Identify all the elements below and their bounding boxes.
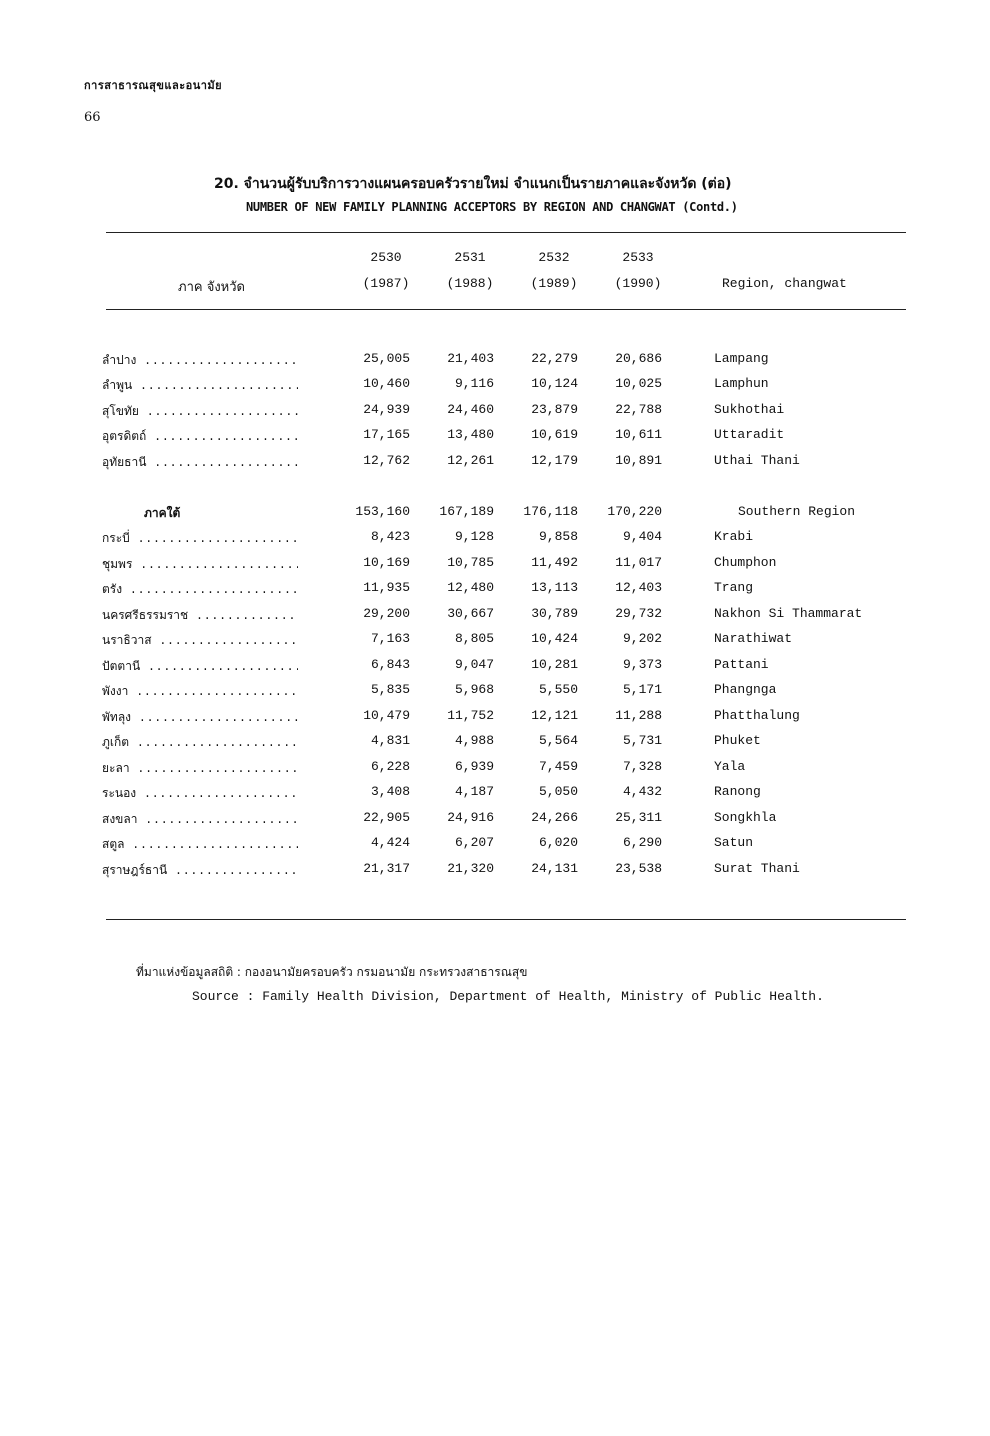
header-year-1988: (1988) xyxy=(446,276,494,291)
value-1988: 8,805 xyxy=(454,631,494,646)
value-1989: 24,266 xyxy=(531,810,578,825)
changwat-english: Satun xyxy=(714,835,754,850)
value-1988: 30,667 xyxy=(447,606,494,621)
value-1988: 10,785 xyxy=(447,555,494,570)
table-row xyxy=(0,657,990,681)
source-note-thai: ที่มาแห่งข้อมูลสถิติ : กองอนามัยครอบครัว กรมอนามัย กระทรวงสาธารณสุข xyxy=(136,965,528,979)
value-1990: 5,171 xyxy=(622,682,662,697)
value-1987: 4,831 xyxy=(370,733,410,748)
changwat-english: Lampang xyxy=(714,351,769,366)
value-1990: 20,686 xyxy=(615,351,662,366)
value-1989: 6,020 xyxy=(538,835,578,850)
value-1989: 30,789 xyxy=(531,606,578,621)
changwat-english: Songkhla xyxy=(714,810,777,825)
value-1990: 25,311 xyxy=(615,810,662,825)
value-1989: 12,121 xyxy=(531,708,578,723)
header-year-1989: (1989) xyxy=(530,276,578,291)
value-1990: 6,290 xyxy=(622,835,662,850)
value-1990: 5,731 xyxy=(622,733,662,748)
value-1990: 4,432 xyxy=(622,784,662,799)
changwat-thai: นครศรีธรรมราช ..... xyxy=(102,606,298,625)
value-1988: 11,752 xyxy=(447,708,494,723)
changwat-english: Phuket xyxy=(714,733,761,748)
value-1989: 12,179 xyxy=(531,453,578,468)
value-1989: 5,564 xyxy=(538,733,578,748)
value-1988: 6,939 xyxy=(454,759,494,774)
table-row xyxy=(0,708,990,732)
value-1989: 5,550 xyxy=(538,682,578,697)
changwat-english: Lamphun xyxy=(714,376,769,391)
header-region-english: Region, changwat xyxy=(722,276,847,291)
changwat-thai: ระนอง ..... xyxy=(102,784,298,803)
changwat-english: Sukhothai xyxy=(714,402,785,417)
value-1988: 9,047 xyxy=(454,657,494,672)
header-year-2530: 2530 xyxy=(370,250,402,265)
table-row xyxy=(0,555,990,579)
changwat-thai: อุตรดิตถ์ ..... xyxy=(102,427,298,446)
value-1987: 17,165 xyxy=(363,427,410,442)
value-1987: 8,423 xyxy=(370,529,410,544)
table-title-thai: 20. จำนวนผู้รับบริการวางแผนครอบครัวรายใหม่ จำแนกเป็นรายภาคและจังหวัด (ต่อ) xyxy=(214,176,732,192)
value-1990: 11,288 xyxy=(615,708,662,723)
value-1987: 10,460 xyxy=(363,376,410,391)
value-1990: 22,788 xyxy=(615,402,662,417)
value-1988: 12,261 xyxy=(447,453,494,468)
value-1987: 11,935 xyxy=(363,580,410,595)
header-year-1987: (1987) xyxy=(362,276,410,291)
changwat-thai: พัทลุง ..... xyxy=(102,708,298,727)
table-row-region-total xyxy=(0,504,990,528)
value-1990: 11,017 xyxy=(615,555,662,570)
value-1987: 3,408 xyxy=(370,784,410,799)
value-1987: 10,479 xyxy=(363,708,410,723)
table-row xyxy=(0,682,990,706)
value-1987: 22,905 xyxy=(363,810,410,825)
value-1990: 23,538 xyxy=(615,861,662,876)
changwat-english: Narathiwat xyxy=(714,631,793,646)
value-1987: 4,424 xyxy=(370,835,410,850)
value-1988: 9,128 xyxy=(454,529,494,544)
value-1989: 176,118 xyxy=(523,504,578,519)
changwat-english: Phatthalung xyxy=(714,708,800,723)
value-1987: 7,163 xyxy=(370,631,410,646)
changwat-thai: พังงา ..... xyxy=(102,682,298,701)
header-year-2533: 2533 xyxy=(622,250,654,265)
changwat-thai: ยะลา ..... xyxy=(102,759,298,778)
value-1987: 29,200 xyxy=(363,606,410,621)
value-1988: 24,916 xyxy=(447,810,494,825)
changwat-thai: ลำปาง ..... xyxy=(102,351,298,370)
value-1990: 29,732 xyxy=(615,606,662,621)
table-row xyxy=(0,453,990,477)
value-1990: 9,202 xyxy=(622,631,662,646)
value-1988: 21,403 xyxy=(447,351,494,366)
header-region-thai: ภาค จังหวัด xyxy=(178,280,245,295)
table-header-rule xyxy=(106,309,906,310)
value-1990: 7,328 xyxy=(622,759,662,774)
value-1989: 10,124 xyxy=(531,376,578,391)
table-row xyxy=(0,631,990,655)
value-1989: 22,279 xyxy=(531,351,578,366)
value-1990: 9,373 xyxy=(622,657,662,672)
value-1990: 10,025 xyxy=(615,376,662,391)
value-1988: 12,480 xyxy=(447,580,494,595)
table-row xyxy=(0,529,990,553)
value-1989: 5,050 xyxy=(538,784,578,799)
header-year-2532: 2532 xyxy=(538,250,570,265)
changwat-english: Yala xyxy=(714,759,746,774)
value-1990: 10,891 xyxy=(615,453,662,468)
changwat-thai: สงขลา ..... xyxy=(102,810,298,829)
value-1988: 6,207 xyxy=(454,835,494,850)
changwat-thai: สุราษฎร์ธานี ..... xyxy=(102,861,298,880)
value-1987: 21,317 xyxy=(363,861,410,876)
table-row xyxy=(0,733,990,757)
value-1989: 24,131 xyxy=(531,861,578,876)
value-1988: 167,189 xyxy=(439,504,494,519)
value-1989: 9,858 xyxy=(538,529,578,544)
value-1987: 5,835 xyxy=(370,682,410,697)
value-1989: 10,619 xyxy=(531,427,578,442)
table-title-english: NUMBER OF NEW FAMILY PLANNING ACCEPTORS BY REGION AND CHANGWAT (Contd.) xyxy=(246,200,738,214)
value-1988: 21,320 xyxy=(447,861,494,876)
value-1988: 9,116 xyxy=(454,376,494,391)
changwat-english: Uttaradit xyxy=(714,427,785,442)
value-1989: 13,113 xyxy=(531,580,578,595)
value-1990: 9,404 xyxy=(622,529,662,544)
changwat-english: Ranong xyxy=(714,784,761,799)
value-1989: 7,459 xyxy=(538,759,578,774)
table-row xyxy=(0,810,990,834)
changwat-thai: ปัตตานี ..... xyxy=(102,657,298,676)
value-1989: 10,424 xyxy=(531,631,578,646)
changwat-english: Chumphon xyxy=(714,555,777,570)
table-bottom-rule xyxy=(106,919,906,920)
value-1990: 10,611 xyxy=(615,427,662,442)
value-1988: 4,187 xyxy=(454,784,494,799)
changwat-thai: ชุมพร ..... xyxy=(102,555,298,574)
table-top-rule xyxy=(106,232,906,233)
page-number: 66 xyxy=(84,110,101,125)
changwat-english: Krabi xyxy=(714,529,754,544)
value-1988: 5,968 xyxy=(454,682,494,697)
value-1988: 24,460 xyxy=(447,402,494,417)
value-1987: 24,939 xyxy=(363,402,410,417)
running-head: การสาธารณสุขและอนามัย xyxy=(84,79,223,92)
region-english: Southern Region xyxy=(738,504,856,519)
changwat-english: Uthai Thani xyxy=(714,453,800,468)
value-1987: 10,169 xyxy=(363,555,410,570)
table-row xyxy=(0,835,990,859)
value-1990: 170,220 xyxy=(607,504,662,519)
changwat-english: Surat Thani xyxy=(714,861,800,876)
value-1989: 10,281 xyxy=(531,657,578,672)
value-1987: 25,005 xyxy=(363,351,410,366)
table-row xyxy=(0,861,990,885)
table-row xyxy=(0,580,990,604)
table-row xyxy=(0,427,990,451)
value-1989: 23,879 xyxy=(531,402,578,417)
table-row xyxy=(0,402,990,426)
table-row xyxy=(0,606,990,630)
changwat-thai: สุโขทัย ..... xyxy=(102,402,298,421)
changwat-thai: อุทัยธานี ..... xyxy=(102,453,298,472)
changwat-thai: สตูล ..... xyxy=(102,835,298,854)
changwat-english: Pattani xyxy=(714,657,769,672)
header-year-2531: 2531 xyxy=(454,250,486,265)
table-row xyxy=(0,759,990,783)
value-1987: 6,228 xyxy=(370,759,410,774)
table-row xyxy=(0,376,990,400)
header-year-1990: (1990) xyxy=(614,276,662,291)
changwat-thai: ภูเก็ต ..... xyxy=(102,733,298,752)
changwat-thai: กระบี่ ..... xyxy=(102,529,298,548)
changwat-thai: นราธิวาส ..... xyxy=(102,631,298,650)
value-1990: 12,403 xyxy=(615,580,662,595)
table-row xyxy=(0,351,990,375)
value-1989: 11,492 xyxy=(531,555,578,570)
value-1987: 12,762 xyxy=(363,453,410,468)
changwat-thai: ตรัง ..... xyxy=(102,580,298,599)
changwat-thai: ลำพูน ..... xyxy=(102,376,298,395)
table-row xyxy=(0,784,990,808)
changwat-english: Trang xyxy=(714,580,754,595)
source-note-english: Source : Family Health Division, Department of Health, Ministry of Public Health. xyxy=(192,989,824,1004)
changwat-english: Phangnga xyxy=(714,682,777,697)
value-1988: 4,988 xyxy=(454,733,494,748)
changwat-english: Nakhon Si Thammarat xyxy=(714,606,863,621)
value-1987: 6,843 xyxy=(370,657,410,672)
value-1988: 13,480 xyxy=(447,427,494,442)
value-1987: 153,160 xyxy=(355,504,410,519)
region-thai: ภาคใต้ xyxy=(144,506,181,520)
